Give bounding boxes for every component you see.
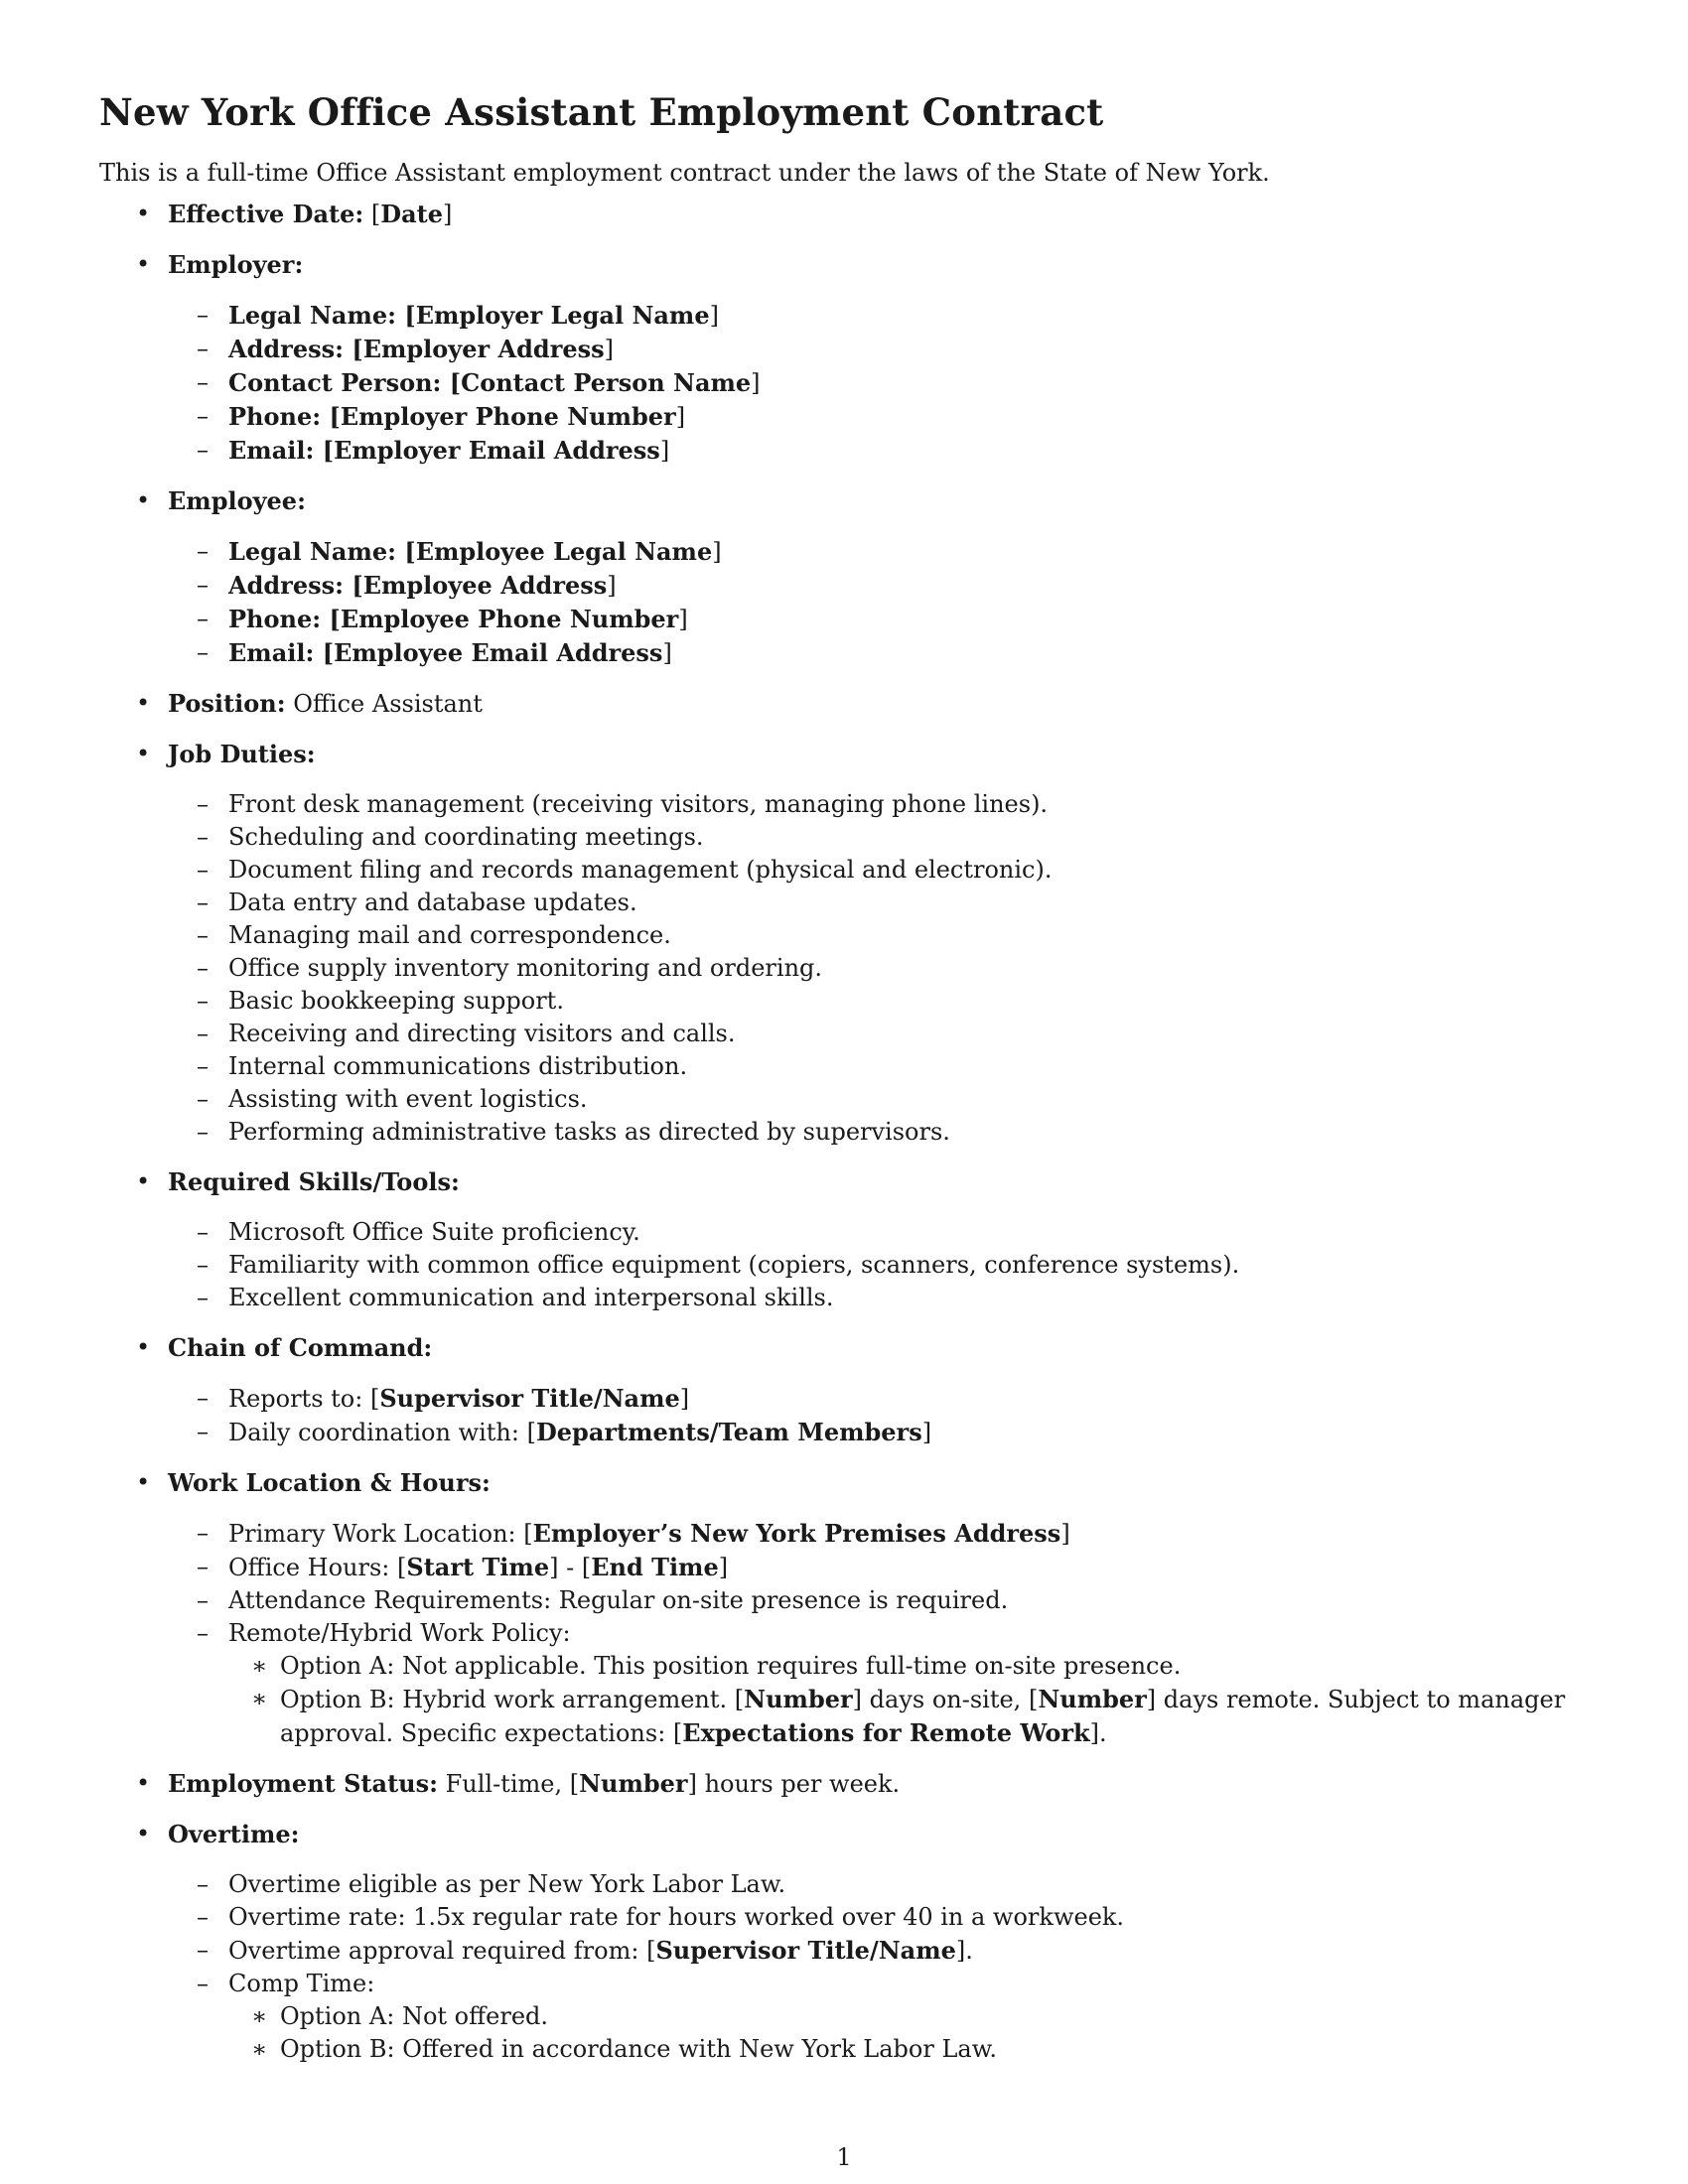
employee-email: – Email: [Employee Email Address] <box>197 638 672 667</box>
dash: – <box>197 1936 209 1964</box>
position-label: Position: <box>168 689 286 718</box>
dash: – <box>197 888 209 916</box>
dash: – <box>197 856 209 884</box>
field-label: Email: <box>228 638 315 667</box>
employer-phone: – Phone: [Employer Phone Number] <box>197 402 686 431</box>
hours-value: Number <box>579 1769 688 1798</box>
field-label: Legal Name: <box>228 537 396 566</box>
contract-page <box>99 84 1589 2083</box>
remote-policy: – Remote/Hybrid Work Policy: ∗ Option A: Not applicable. This position requires full-time on-site presence. ∗ Option B: Hybrid work arrangement. [Number] days on-site, [Number] days remote. Subject to manager approval. Specific expectations: [Expectations for Remote Work]. <box>168 1617 1589 1750</box>
bullet: • <box>136 689 151 717</box>
field-value: Employer Email Address <box>334 436 660 465</box>
field-label: Email: <box>228 436 315 465</box>
remote-option-b: ∗ Option B: Hybrid work arrangement. [Number] days on-site, [Number] days remote. Subject to manager approval. Specific expectations: [Expectations for Remote Work]. <box>251 1685 1566 1747</box>
dash: – <box>197 1586 209 1614</box>
coordination-value: Departments/Team Members <box>535 1418 922 1446</box>
work-location-list <box>168 1517 1589 1750</box>
employee-phone: – Phone: [Employee Phone Number] <box>197 605 688 633</box>
remote-options <box>228 1650 1589 1750</box>
chain-of-command-item <box>99 1331 1589 1449</box>
attendance: – Attendance Requirements: Regular on-site presence is required. <box>168 1584 1589 1617</box>
employee-label: Employee: <box>168 486 306 515</box>
bullet: • <box>136 200 151 227</box>
comp-option-a: ∗ Option A: Not offered. <box>228 2000 1589 2033</box>
employer-fields <box>168 299 1589 468</box>
list-item: – Managing mail and correspondence. <box>168 919 1589 952</box>
remote-option-a: ∗ Option A: Not applicable. This position requires full-time on-site presence. <box>228 1650 1589 1683</box>
dash: – <box>197 436 209 464</box>
list-item: – Scheduling and coordinating meetings. <box>168 821 1589 854</box>
reports-to-value: Supervisor Title/Name <box>379 1384 680 1413</box>
employer-contact-person: – Contact Person: [Contact Person Name] <box>197 368 761 397</box>
field-label: Legal Name: <box>228 301 396 330</box>
field-label: Address: <box>228 571 344 600</box>
bullet: • <box>136 1333 151 1361</box>
bullet: • <box>136 1468 151 1496</box>
dash: – <box>197 1284 209 1311</box>
dash: – <box>197 1052 209 1080</box>
bullet: • <box>136 1769 151 1797</box>
employer-item <box>99 248 1589 468</box>
employee-item <box>99 484 1589 670</box>
field-value: Employee Legal Name <box>415 537 713 566</box>
employment-status-label: Employment Status: <box>168 1769 438 1798</box>
approval-value: Supervisor Title/Name <box>655 1936 956 1965</box>
overtime-list <box>168 1868 1589 2066</box>
overtime-approval: – Overtime approval required from: [Supervisor Title/Name]. <box>197 1936 973 1965</box>
employee-fields <box>168 535 1589 670</box>
chain-label: Chain of Command: <box>168 1333 433 1362</box>
dash: – <box>197 571 209 599</box>
field-value: Employer Address <box>362 335 605 363</box>
overtime-label: Overtime: <box>168 1820 300 1848</box>
primary-location-value: Employer’s New York Premises Address <box>532 1519 1061 1548</box>
employment-status-item: • Employment Status: Full-time, [Number] hours per week. <box>136 1769 901 1798</box>
list-item: – Familiarity with common office equipment (copiers, scanners, conference systems). <box>168 1249 1589 1282</box>
dash: – <box>197 605 209 632</box>
bracket-close: ] <box>442 201 453 228</box>
dash: – <box>197 1970 209 1997</box>
field-value: Contact Person Name <box>461 368 752 397</box>
dash: – <box>197 954 209 982</box>
dash: – <box>197 1218 209 1246</box>
employee-address: – Address: [Employee Address] <box>197 571 617 600</box>
overtime-item <box>99 1818 1589 2066</box>
work-location-label: Work Location & Hours: <box>168 1468 491 1497</box>
employer-legal-name: – Legal Name: [Employer Legal Name] <box>197 301 719 330</box>
contract-terms-list <box>99 198 1589 2066</box>
dash: – <box>197 301 209 329</box>
dash: – <box>197 1418 209 1445</box>
dash: – <box>197 790 209 818</box>
list-item: – Receiving and directing visitors and calls. <box>168 1018 1589 1050</box>
dash: – <box>197 1251 209 1279</box>
field-value: Employee Address <box>362 571 608 600</box>
employer-email: – Email: [Employer Email Address] <box>197 436 670 465</box>
effective-date-item <box>99 198 1589 231</box>
skills-list <box>168 1216 1589 1314</box>
dash: – <box>197 1085 209 1113</box>
dash: – <box>197 1020 209 1047</box>
dash: – <box>197 402 209 430</box>
list-item: – Assisting with event logistics. <box>168 1083 1589 1116</box>
field-label: Phone: <box>228 402 322 431</box>
remote-expectations-value: Expectations for Remote Work <box>682 1718 1090 1747</box>
list-item: – Excellent communication and interpersonal skills. <box>168 1282 1589 1314</box>
overtime-rate: – Overtime rate: 1.5x regular rate for hours worked over 40 in a workweek. <box>168 1901 1589 1934</box>
comp-time-options <box>228 2000 1589 2066</box>
dash: – <box>197 1384 209 1412</box>
work-location-item <box>99 1466 1589 1750</box>
position-value: Office Assistant <box>293 690 483 718</box>
employer-label: Employer: <box>168 250 304 279</box>
dash: – <box>197 921 209 949</box>
star: ∗ <box>251 2002 268 2030</box>
list-item: – Microsoft Office Suite proficiency. <box>168 1216 1589 1249</box>
list-item: – Data entry and database updates. <box>168 887 1589 919</box>
star: ∗ <box>251 1685 268 1712</box>
list-item: – Basic bookkeeping support. <box>168 985 1589 1018</box>
skills-label: Required Skills/Tools: <box>168 1167 460 1196</box>
dash: – <box>197 823 209 851</box>
star: ∗ <box>251 1652 268 1680</box>
dash: – <box>197 1903 209 1931</box>
dash: – <box>197 1553 209 1580</box>
job-duties-label: Job Duties: <box>168 740 316 768</box>
dash: – <box>197 638 209 666</box>
bullet: • <box>136 1167 151 1195</box>
position-item <box>99 687 1589 721</box>
office-hours: – Office Hours: [Start Time] - [End Time] <box>197 1553 729 1581</box>
comp-option-b: ∗ Option B: Offered in accordance with New York Labor Law. <box>228 2033 1589 2066</box>
chain-list <box>168 1382 1589 1449</box>
bracket-open: [ <box>370 201 381 228</box>
page-number: 1 <box>836 2143 852 2171</box>
start-time-value: Start Time <box>406 1553 550 1581</box>
job-duties-list <box>168 788 1589 1149</box>
field-label: Address: <box>228 335 344 363</box>
employee-legal-name: – Legal Name: [Employee Legal Name] <box>197 537 722 566</box>
field-label: Phone: <box>228 605 322 633</box>
dash: – <box>197 1870 209 1898</box>
field-label: Contact Person: <box>228 368 442 397</box>
effective-date-value: Date <box>380 200 443 228</box>
comp-time: – Comp Time: ∗ Option A: Not offered. ∗ Option B: Offered in accordance with New York Labor Law. <box>168 1968 1589 2066</box>
dash: – <box>197 1519 209 1547</box>
effective-date-label: Effective Date: <box>168 200 364 228</box>
field-value: Employer Phone Number <box>340 402 676 431</box>
bullet: • <box>136 740 151 767</box>
daily-coordination: – Daily coordination with: [Departments/Team Members] <box>197 1418 932 1446</box>
bullet: • <box>136 1820 151 1847</box>
overtime-eligible: – Overtime eligible as per New York Labor Law. <box>168 1868 1589 1901</box>
dash: – <box>197 537 209 565</box>
star: ∗ <box>251 2035 268 2063</box>
job-duties-item <box>99 738 1589 1149</box>
list-item: – Document filing and records management (physical and electronic). <box>168 854 1589 887</box>
field-value: Employer Legal Name <box>415 301 710 330</box>
bullet: • <box>136 250 151 278</box>
dash: – <box>197 368 209 396</box>
list-item: – Internal communications distribution. <box>168 1050 1589 1083</box>
primary-location: – Primary Work Location: [Employer’s New York Premises Address] <box>197 1519 1070 1548</box>
field-value: Employee Phone Number <box>340 605 679 633</box>
dash: – <box>197 987 209 1015</box>
dash: – <box>197 1619 209 1647</box>
field-value: Employee Email Address <box>334 638 663 667</box>
list-item: – Front desk management (receiving visitors, managing phone lines). <box>168 788 1589 821</box>
bullet: • <box>136 486 151 514</box>
dash: – <box>197 1118 209 1146</box>
list-item: – Performing administrative tasks as directed by supervisors. <box>168 1116 1589 1149</box>
dash: – <box>197 335 209 362</box>
document-title: New York Office Assistant Employment Contract <box>99 90 1104 134</box>
reports-to: – Reports to: [Supervisor Title/Name] <box>197 1384 690 1413</box>
skills-item <box>99 1165 1589 1314</box>
intro-paragraph: This is a full-time Office Assistant employment contract under the laws of the State of New York. <box>99 159 1270 187</box>
list-item: – Office supply inventory monitoring and ordering. <box>168 952 1589 985</box>
end-time-value: End Time <box>591 1553 719 1581</box>
employer-address: – Address: [Employer Address] <box>197 335 615 363</box>
